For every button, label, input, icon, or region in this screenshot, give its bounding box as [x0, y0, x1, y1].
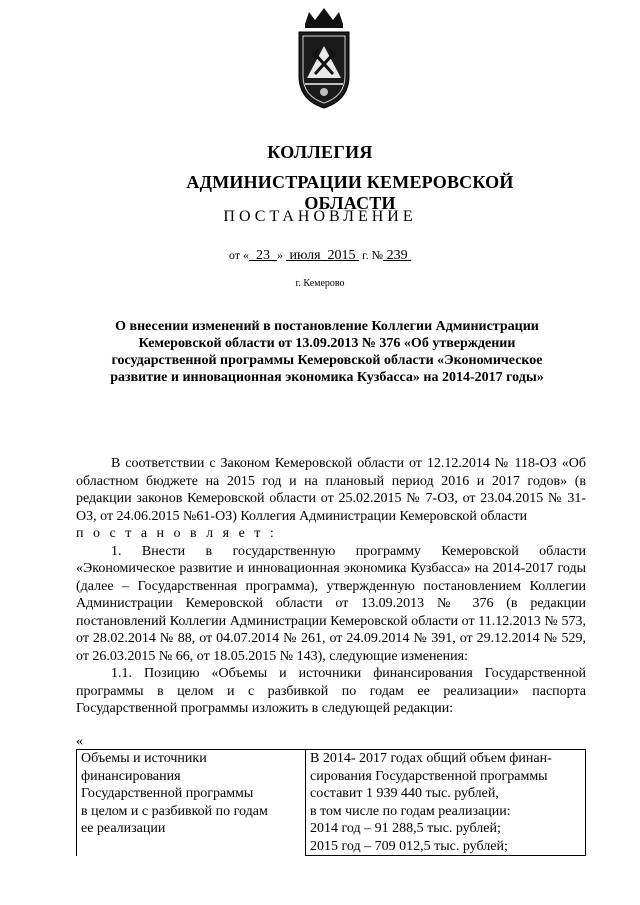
- header-title-line1: КОЛЛЕГИЯ: [267, 142, 373, 162]
- cell-line: составит 1 939 440 тыс. рублей,: [310, 786, 499, 801]
- date-day: 23: [256, 248, 271, 263]
- number-label: №: [371, 248, 384, 262]
- cell-line: 2014 год – 91 288,5 тыс. рублей;: [310, 821, 501, 836]
- cell-line: Объемы и источники: [81, 751, 207, 766]
- table-row: [77, 750, 586, 856]
- body-paragraph-1: В соответствии с Законом Кемеровской области от 12.12.2014 № 118-ОЗ «Об областном бюджете на 2015 год и на плановый период 2016 и 2017 годов» (в редакции законов Кемеровской области от 25.02.2015 № 7-ОЗ, от 23.04.2015 № 31-ОЗ, от 24.06.2015 №61-ОЗ) Коллегия Администрации Кемеровской области: [76, 456, 586, 524]
- header-title-line2: АДМИНИСТРАЦИИ КЕМЕРОВСКОЙ ОБЛАСТИ: [186, 172, 514, 213]
- body-paragraph-3: 1.1. Позицию «Объемы и источники финансирования Государственной программы в целом и с разбивкой по годам ее реализации» паспорта Государственной программы изложить в следующей редакции:: [76, 666, 586, 716]
- subject-line: развитие и инновационная экономика Кузбасса» на 2014-2017 годы»: [110, 370, 544, 385]
- cell-line: Государственной программы: [81, 786, 254, 801]
- cell-line: ее реализации: [81, 821, 166, 836]
- decrees-word: п о с т а н о в л я е т :: [76, 526, 277, 541]
- document-number: 239: [386, 248, 408, 263]
- document-type: ПОСТАНОВЛЕНИЕ: [223, 208, 417, 225]
- document-date-line: [0, 248, 640, 264]
- subject-line: О внесении изменений в постановление Коллегии Администрации: [115, 319, 539, 334]
- date-close-quote: »: [277, 248, 284, 262]
- body-paragraph-2: 1. Внести в государственную программу Кемеровской области «Экономическое развитие и инновационная экономика Кузбасса» на 2014-2017 годы (далее – Государственная программа), утвержденную постановлением Коллегии Администрации Кемеровской области от 13.09.2013 № 376 (в редакции постановлений Коллегии Администрации Кемеровской области от 11.12.2013 № 573, от 28.02.2014 № 88, от 04.07.2014 № 261, от 24.09.2014 № 391, от 29.12.2014 № 529, от 26.03.2015 № 66, от 18.05.2015 № 143), следующие изменения:: [76, 543, 586, 664]
- document-body: [76, 455, 586, 718]
- cell-line: финансирования: [81, 768, 181, 784]
- date-month-year: июля 2015: [289, 248, 356, 263]
- cell-line: в целом и с разбивкой по годам: [81, 803, 268, 819]
- date-year-suffix: г.: [362, 248, 369, 262]
- table-cell-label: [77, 750, 306, 856]
- date-from-label: от «: [228, 248, 250, 262]
- cell-line: В 2014- 2017 годах общий объем финан-: [310, 751, 552, 766]
- table-cell-value: [306, 750, 586, 856]
- document-subject: [92, 318, 562, 386]
- cell-line: сирования Государственной программы: [310, 768, 548, 784]
- subject-line: государственной программы Кемеровской области «Экономическое: [111, 353, 543, 368]
- open-quote-mark: «: [76, 734, 83, 749]
- funding-table: [76, 749, 586, 856]
- coat-of-arms-icon: [293, 4, 355, 116]
- subject-line: Кемеровской области от 13.09.2013 № 376 «Об утверждении: [138, 336, 516, 351]
- document-city: г. Кемерово: [295, 278, 345, 289]
- cell-line: 2015 год – 709 012,5 тыс. рублей;: [310, 838, 508, 854]
- cell-line: в том числе по годам реализации:: [310, 803, 511, 819]
